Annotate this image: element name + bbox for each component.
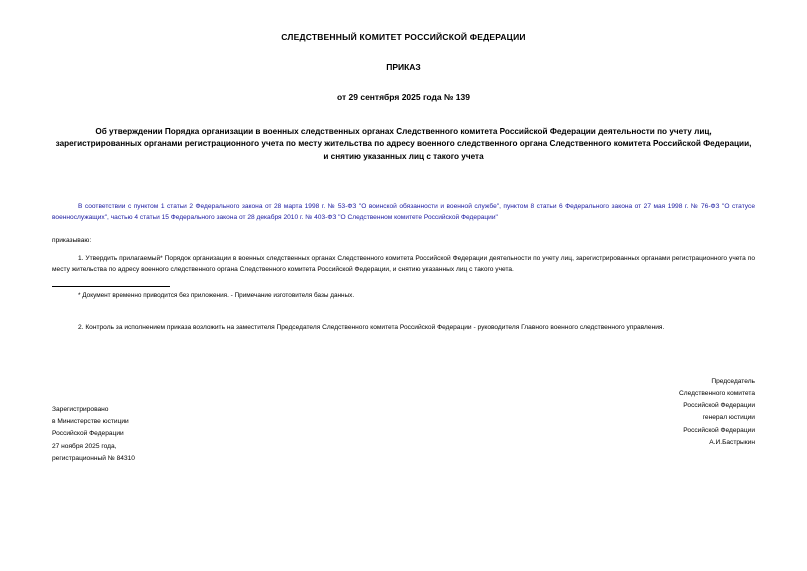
registration-date: 27 ноября 2025 года, xyxy=(52,442,117,450)
registration-line: Российской Федерации xyxy=(52,430,124,438)
order-item-1: 1. Утвердить прилагаемый* Порядок организации в военных следственных органах Следственного комитета Российской Федерации деятельности по учету лиц, зарегистрированных органами регистрационного учета по месту жительства по адресу военного следственного органа Следственного комитета Российской Федерации, и снятию указанных лиц с такого учета. xyxy=(52,255,755,274)
registration-block xyxy=(52,404,135,465)
orders-keyword: приказываю: xyxy=(52,237,92,245)
signature-line: Российской Федерации xyxy=(683,402,755,410)
signature-line: генерал юстиции xyxy=(702,414,755,422)
organization-title: СЛЕДСТВЕННЫЙ КОМИТЕТ РОССИЙСКОЙ ФЕДЕРАЦИИ xyxy=(281,32,526,42)
signature-line: Следственного комитета xyxy=(679,390,755,398)
footnote-divider xyxy=(52,286,170,287)
document-type: ПРИКАЗ xyxy=(386,62,421,72)
signature-block xyxy=(52,376,755,449)
signature-line: Российской Федерации xyxy=(683,426,755,434)
document-preamble: В соответствии с пунктом 1 статьи 2 Федерального закона от 28 марта 1998 г. № 53-ФЗ "О воинской обязанности и военной службе", пунктом 8 статьи 6 Федерального закона от 27 мая 1998 г. № 76-ФЗ "О статусе военнослужащих", частью 4 статьи 15 Федерального закона от 28 декабря 2010 г. № 403-ФЗ "О Следственном комитете Российской Федерации" xyxy=(52,202,755,222)
registration-line: Зарегистрировано xyxy=(52,406,109,413)
document-date-number: от 29 сентября 2025 года № 139 xyxy=(337,92,470,102)
signature-name: А.И.Бастрыкин xyxy=(709,438,755,446)
footnote-text: * Документ временно приводится без приложения. - Примечание изготовителя базы данных. xyxy=(78,292,355,300)
registration-number: регистрационный № 84310 xyxy=(52,454,135,462)
document-subject: Об утверждении Порядка организации в военных следственных органах Следственного комитета Российской Федерации деятельности по учету лиц, зарегистрированных органами регистрационного учета по месту жительства по адресу военного следственного органа Следственного комитета Российской Федерации, и снятию указанных лиц с такого учета xyxy=(55,127,752,161)
registration-line: в Министерстве юстиции xyxy=(52,418,129,426)
order-item-2: 2. Контроль за исполнением приказа возложить на заместителя Председателя Следственного комитета Российской Федерации - руководителя Главного военного следственного управления. xyxy=(78,324,665,332)
signature-line: Председатель xyxy=(711,377,755,385)
